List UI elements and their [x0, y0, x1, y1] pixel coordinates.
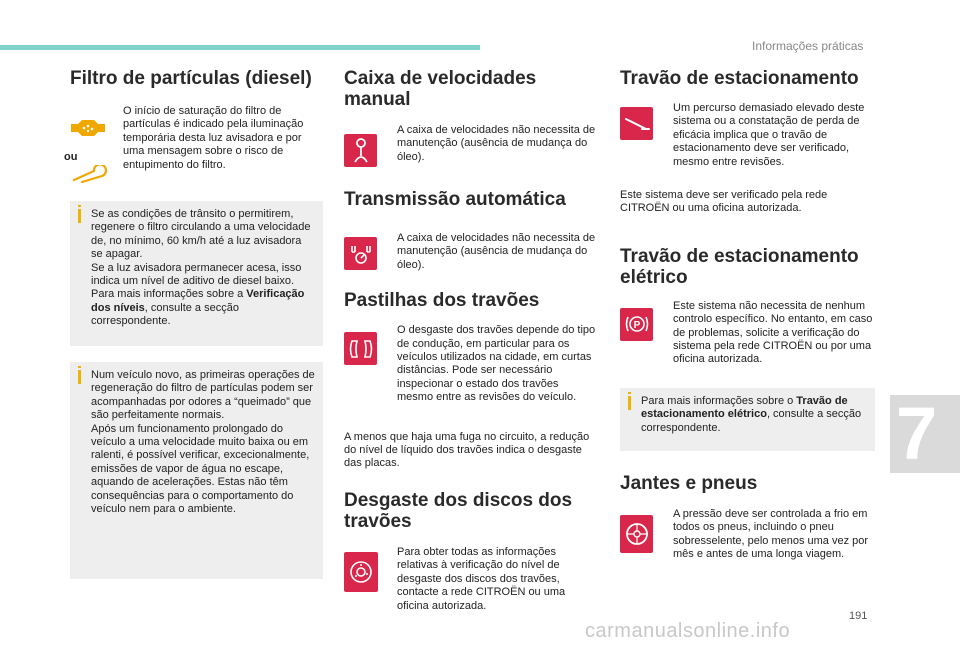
section-title-wheels-tyres: Jantes e pneus [620, 472, 758, 494]
electric-parking-brake-icon [620, 308, 653, 341]
column-diesel-filter [64, 66, 323, 579]
diesel-filter-block [64, 105, 323, 185]
brake-pads-text: O desgaste dos travões depende do tipo de condução, em particular para os veículos utilizados na cidade, em curtas distâncias. Pode ser necessário inspecionar o estado dos travões mesmo entre as revisões do veículo. [397, 324, 596, 404]
info-icon [628, 396, 631, 410]
info-icon [78, 209, 81, 223]
page-number: 191 [849, 610, 868, 622]
chapter-title: Informações práticas [752, 39, 864, 53]
note-text: Se a luz avisadora permanecer acesa, isso indica um nível de aditivo de diesel baixo. [91, 261, 302, 288]
note-text: Para mais informações sobre a Verificação dos níveis, consulte a secção correspondente. [91, 288, 305, 328]
brake-disc-icon [344, 552, 378, 592]
watermark: carmanualsonline.info [585, 620, 791, 642]
column-parking-brake-tyres [620, 66, 875, 562]
diesel-filter-intro: O início de saturação do filtro de partículas é indicado pela iluminação temporária desta luz avisadora e por uma mensagem sobre o risco de entupimento do filtro. [123, 105, 304, 171]
wheels-tyres-text: A pressão deve ser controlada a frio em todos os pneus, incluindo o pneu sobresselente, pelo menos uma vez por mês e antes de uma longa viagem. [673, 507, 869, 561]
section-title-brake-discs: Desgaste dos discos dos travões [344, 489, 573, 532]
electric-parking-brake-text: Este sistema não necessita de nenhum controlo específico. No entanto, em caso de problemas, solicite a verificação do sistema pela rede CITROËN ou por uma oficina autorizada. [673, 299, 873, 366]
note-text: Se as condições de trânsito o permitirem, regenere o filtro circulando a uma velocidade de, no mínimo, 60 km/h até a luz avisadora se apagar. [91, 208, 311, 261]
automatic-gearbox-icon [344, 237, 377, 270]
column-transmission-brakes [344, 66, 602, 613]
section-title-parking-brake: Travão de estacionamento [620, 68, 859, 89]
chapter-number: 7 [896, 392, 938, 475]
manual-gearbox-text: A caixa de velocidades não necessita de manutenção (ausência de mudança do óleo). [397, 124, 596, 163]
section-title-brake-pads: Pastilhas dos travões [344, 290, 540, 312]
section-title-manual-gearbox: Caixa de velocidades manual [344, 68, 537, 110]
chapter-tab [890, 392, 960, 475]
brake-fluid-text: A menos que haja uma fuga no circuito, a redução do nível de líquido dos travões indica o desgaste das placas. [344, 430, 590, 470]
info-icon [78, 370, 81, 384]
tyre-icon [620, 515, 653, 553]
wrench-icon [72, 165, 110, 183]
note-text: Num veículo novo, as primeiras operações de regeneração do filtro de partículas podem ser acompanhadas por odores a “queimado” que são perfeitamente normais. [91, 369, 315, 422]
section-title-diesel-filter: Filtro de partículas (diesel) [70, 68, 312, 89]
note-new-vehicle [70, 362, 323, 579]
parking-brake-extra: Este sistema deve ser verificado pela rede CITROËN ou uma oficina autorizada. [620, 189, 828, 215]
automatic-transmission-text: A caixa de velocidades não necessita de manutenção (ausência de mudança do óleo). [397, 232, 596, 271]
note-regeneration [70, 201, 323, 346]
brake-pads-icon [344, 332, 377, 365]
note-text: Após um funcionamento prolongado do veículo a uma velocidade muito baixa ou em ralenti, é possível verificar, excecionalmente, emissões de vapor de água no escape, aquando de acelerações. Estas não têm consequências para o comportamento do veículo nem para o ambiente. [91, 422, 310, 516]
header-accent-bar [0, 45, 480, 50]
gear-lever-icon [344, 134, 377, 167]
particle-filter-warning-icon [70, 118, 106, 138]
section-title-electric-parking-brake: Travão de estacionamento elétrico [620, 245, 859, 288]
parking-brake-lever-icon [620, 107, 653, 140]
brake-discs-text: Para obter todas as informações relativas à verificação do nível de desgaste dos discos dos travões, contacte a rede CITROËN ou uma oficina autorizada. [397, 545, 566, 612]
section-title-automatic-transmission: Transmissão automática [344, 189, 566, 210]
note-text: Para mais informações sobre o Travão de estacionamento elétrico, consulte a secção correspondente. [641, 394, 862, 434]
note-electric-parking-brake [620, 388, 875, 451]
svg-text:P: P [633, 320, 640, 332]
parking-brake-text: Um percurso demasiado elevado deste sistema ou a constatação de perda de eficácia implica que o travão de estacionamento deve ser verificado, mesmo entre revisões. [673, 102, 865, 168]
or-label: ou [64, 151, 78, 163]
